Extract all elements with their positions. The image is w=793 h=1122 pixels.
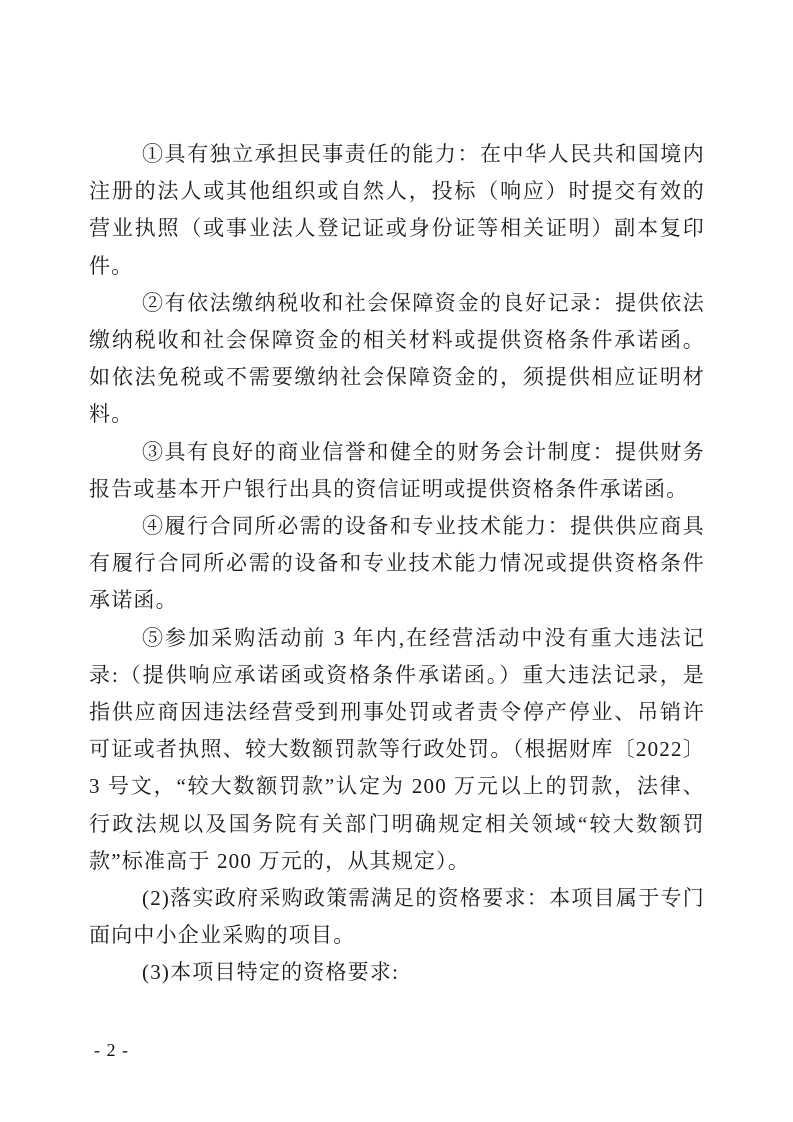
document-body [89,136,705,992]
paragraph-qualification-3: ③具有良好的商业信誉和健全的财务会计制度：提供财务报告或基本开户银行出具的资信证明或提供资格条件承诺函。 [89,439,705,501]
paragraph-specific-requirement: (3)本项目特定的资格要求: [142,960,400,985]
paragraph-policy-requirement: (2)落实政府采购政策需满足的资格要求：本项目属于专门面向中小企业采购的项目。 [89,886,705,948]
paragraph-qualification-4: ④履行合同所必需的设备和专业技术能力：提供供应商具有履行合同所必需的设备和专业技术能力情况或提供资格条件承诺函。 [89,514,705,613]
paragraph-qualification-1: ①具有独立承担民事责任的能力：在中华人民共和国境内注册的法人或其他组织或自然人，投标（响应）时提交有效的营业执照（或事业法人登记证或身份证等相关证明）副本复印件。 [89,142,705,278]
paragraph-qualification-2: ②有依法缴纳税收和社会保障资金的良好记录：提供依法缴纳税收和社会保障资金的相关材料或提供资格条件承诺函。如依法免税或不需要缴纳社会保障资金的，须提供相应证明材料。 [89,290,705,427]
paragraph-qualification-5: ⑤参加采购活动前 3 年内,在经营活动中没有重大违法记录:（提供响应承诺函或资格条件承诺函。）重大违法记录，是指供应商因违法经营受到刑事处罚或者责令停产停业、吊销许可证或者执照、较大数额罚款等行政处罚。（根据财库〔2022〕3 号文，“较大数额罚款”认定为 200 万元以上的罚款，法律、行政法规以及国务院有关部门明确规定相关领域“较大数额罚款”标准高于 200 万元的，从其规定）。 [89,625,705,873]
page-number: - 2 - [94,1040,129,1060]
